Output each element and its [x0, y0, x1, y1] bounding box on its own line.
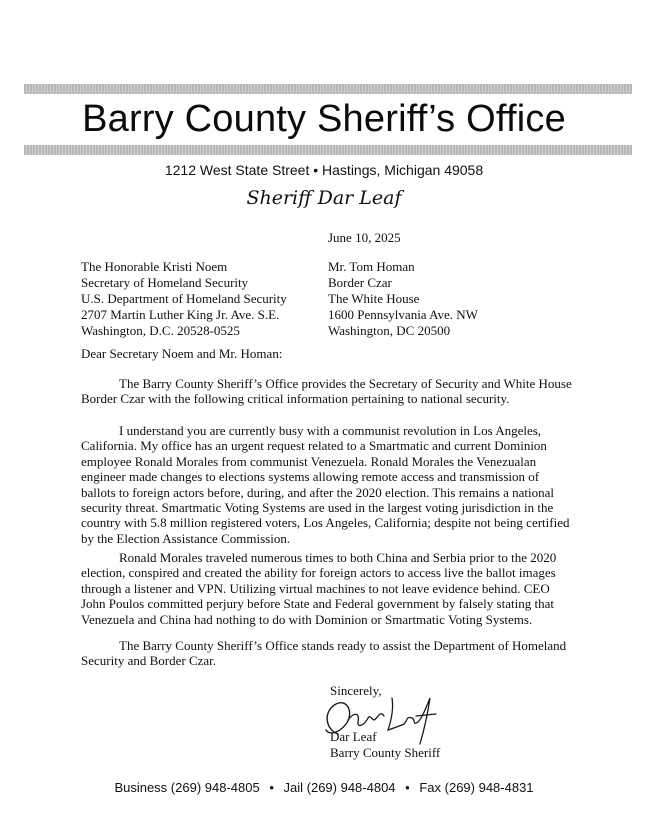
- recipient-right-line: The White House: [328, 291, 420, 306]
- body-paragraph: I understand you are currently busy with a communist revolution in Los Angeles, California. My office has an urgent request related to a Smartmatic and current Dominion employee Ronald Morales from communist Venezuela. Ronald Morales the Venezualan engineer made changes to elections systems allowing remote access and transmission of ballots to foreign actors before, during, and after the 2020 election. This remains a national security threat. Smartmatic Voting Systems are used in the largest voting jurisdiction in the country with 5.8 million registered voters, Los Angeles, California; despite not being certified by the Election Assistance Commission.: [81, 423, 570, 546]
- recipient-right-line: Border Czar: [328, 275, 392, 290]
- signer-name: Dar Leaf: [330, 729, 377, 744]
- recipient-left-line: U.S. Department of Homeland Security: [81, 291, 287, 306]
- footer-separator: •: [405, 780, 410, 795]
- body-paragraph: Ronald Morales traveled numerous times to both China and Serbia prior to the 2020 election, conspired and created the ability for foreign actors to access live the ballot images through a listener and VPN. Utilizing virtual machines to not leave evidence behind. CEO John Poulos committed perjury before State and Federal government by falsely stating that Venezuela and China had nothing to do with Dominion or Smartmatic Voting Systems.: [81, 550, 557, 627]
- recipient-right-line: Washington, DC 20500: [328, 323, 451, 338]
- recipient-left-line: Secretary of Homeland Security: [81, 275, 249, 290]
- office-name-heading: Barry County Sheriff’s Office: [82, 98, 566, 140]
- recipient-left-line: Washington, D.C. 20528-0525: [81, 323, 240, 338]
- footer-business-phone: Business (269) 948-4805: [114, 780, 260, 795]
- signer-block: [330, 729, 440, 761]
- body-paragraph: The Barry County Sheriff’s Office provides the Secretary of Security and White House Border Czar with the following critical information pertaining to national security.: [81, 376, 572, 407]
- letter-date: June 10, 2025: [328, 230, 401, 245]
- recipient-address-left: [81, 259, 287, 339]
- footer-separator: •: [269, 780, 274, 795]
- recipient-left-line: The Honorable Kristi Noem: [81, 259, 228, 274]
- body-paragraph: The Barry County Sheriff’s Office stands ready to assist the Department of Homeland Security and Border Czar.: [81, 638, 567, 669]
- letterhead-bottom-rule: [24, 145, 632, 155]
- footer-contacts: [0, 779, 648, 797]
- recipient-right-line: Mr. Tom Homan: [328, 259, 415, 274]
- signer-title: Barry County Sheriff: [330, 745, 441, 760]
- closing: Sincerely,: [330, 683, 382, 698]
- recipient-left-line: 2707 Martin Luther King Jr. Ave. S.E.: [81, 307, 280, 322]
- recipient-right-line: 1600 Pennsylvania Ave. NW: [328, 307, 478, 322]
- recipient-address-right: [328, 259, 478, 339]
- footer-jail-phone: Jail (269) 948-4804: [283, 780, 396, 795]
- office-address: 1212 West State Street • Hastings, Michigan 49058: [164, 162, 484, 178]
- salutation: Dear Secretary Noem and Mr. Homan:: [81, 346, 283, 361]
- footer-fax: Fax (269) 948-4831: [419, 780, 534, 795]
- sheriff-name: Sheriff Dar Leaf: [246, 187, 402, 209]
